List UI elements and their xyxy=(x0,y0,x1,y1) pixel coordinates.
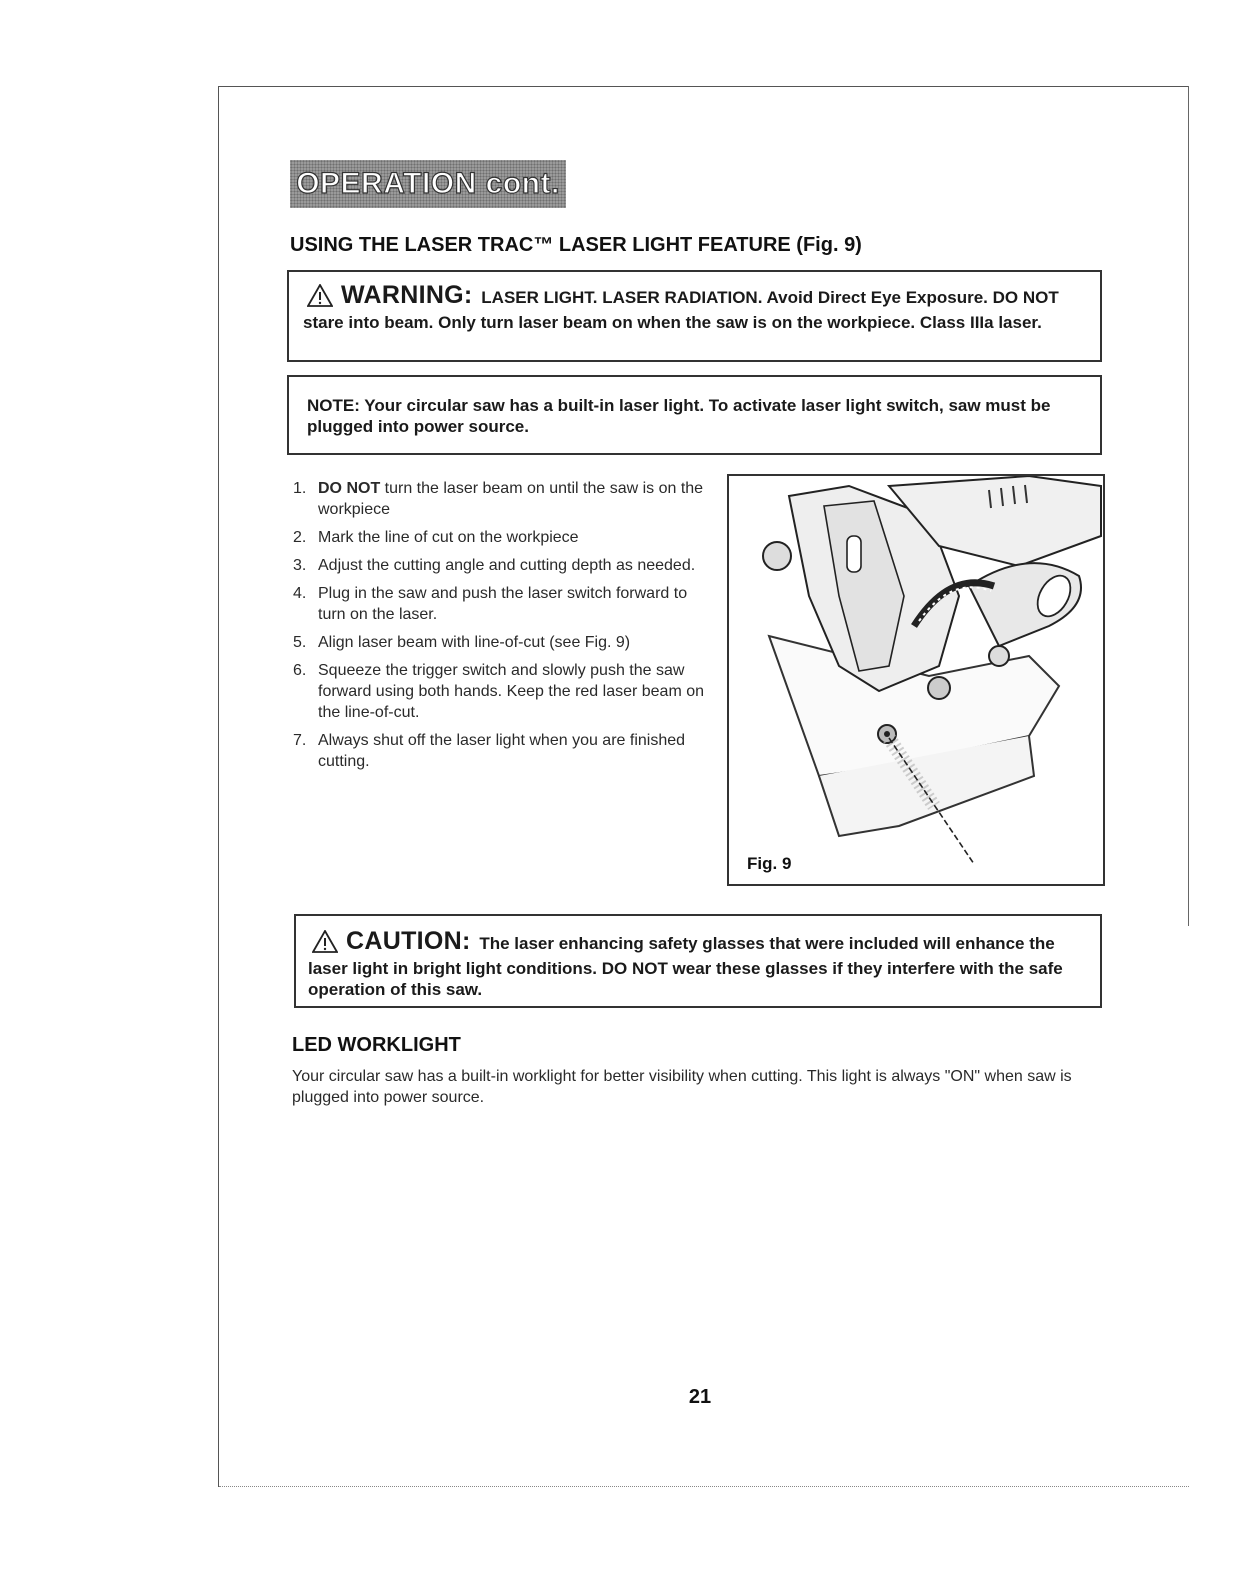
section-banner-label: OPERATION cont. xyxy=(296,167,560,200)
warning-box xyxy=(287,270,1102,362)
laser-steps-list xyxy=(293,478,713,779)
list-item: 7. Always shut off the laser light when you are finished cutting. xyxy=(293,732,686,770)
warning-triangle-icon xyxy=(312,930,338,958)
note-text: NOTE: Your circular saw has a built-in laser light. To activate laser light switch, saw must be plugged into power source. xyxy=(307,396,1051,436)
note-box xyxy=(287,375,1102,455)
caution-box xyxy=(294,914,1102,1008)
warning-text: LASER LIGHT. LASER RADIATION. Avoid Direct Eye Exposure. DO NOT stare into beam. Only turn laser beam on when the saw is on the workpiece. Class IIIa laser. xyxy=(303,288,1059,332)
circular-saw-illustration xyxy=(729,476,1103,884)
page-margin-rule xyxy=(1188,86,1189,926)
led-section-heading: LED WORKLIGHT xyxy=(292,1034,461,1056)
section-banner xyxy=(290,160,566,208)
list-item: 1. DO NOT turn the laser beam on until the saw is on the workpiece xyxy=(293,480,704,518)
list-item: 4. Plug in the saw and push the laser switch forward to turn on the laser. xyxy=(293,585,688,623)
warning-triangle-icon xyxy=(307,284,333,312)
warning-signal-word: WARNING: xyxy=(341,281,473,309)
caution-text: The laser enhancing safety glasses that were included will enhance the laser light in bright light conditions. DO NOT wear these glasses if they interfere with the safe operation of this saw. xyxy=(308,934,1063,999)
list-item: 5. Align laser beam with line-of-cut (see Fig. 9) xyxy=(293,634,631,651)
caution-signal-word: CAUTION: xyxy=(346,927,471,955)
list-item: 3. Adjust the cutting angle and cutting depth as needed. xyxy=(293,557,696,574)
figure-caption: Fig. 9 xyxy=(747,854,792,873)
led-section-text: Your circular saw has a built-in worklight for better visibility when cutting. This light is always "ON" when saw is plugged into power source. xyxy=(292,1068,1072,1106)
page-number: 21 xyxy=(688,1386,712,1408)
laser-section-heading: USING THE LASER TRAC™ LASER LIGHT FEATURE (Fig. 9) xyxy=(290,234,862,256)
list-item: 6. Squeeze the trigger switch and slowly push the saw forward using both hands. Keep the red laser beam on the line-of-cut. xyxy=(293,662,705,721)
figure-9 xyxy=(727,474,1105,886)
list-item: 2. Mark the line of cut on the workpiece xyxy=(293,529,579,546)
